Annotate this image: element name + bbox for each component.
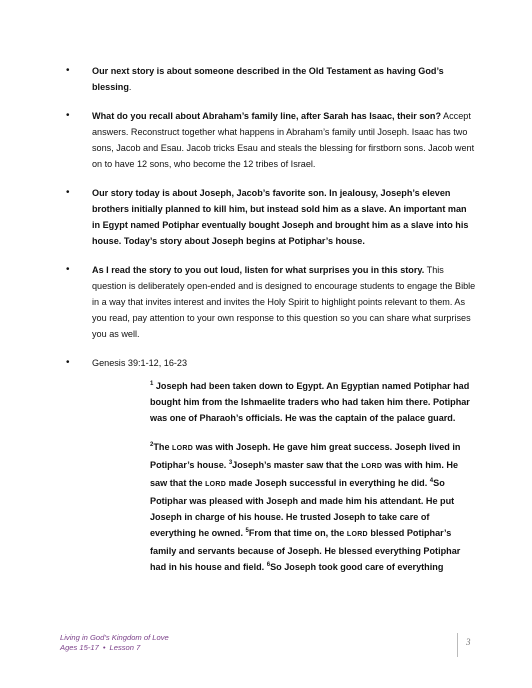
bullet-dot: • xyxy=(66,110,70,121)
bullet-item-5 xyxy=(66,355,476,371)
bullet-text: Accept answers. Reconstruct together what happens in Abraham’s family until Joseph. Isaac has two sons, Jacob and Esau. Jacob tricks Esau and steals the blessing for firstborn sons. Jacob went on to have 12 sons, who become the 12 tribes of Israel. xyxy=(92,111,475,169)
verse-text: was with Joseph. He gave him great success. Joseph lived in Potiphar’s house. xyxy=(150,442,461,470)
lord-small-caps: LORD xyxy=(361,463,383,470)
bullet-bold-text: Our next story is about someone described in the Old Testament as having God’s blessing xyxy=(92,66,444,92)
verse-text: Joseph’s master saw that the xyxy=(232,460,362,470)
bullet-bold-text: Our story today is about Joseph, Jacob’s favorite son. In jealousy, Joseph’s eleven brothers initially planned to kill him, but instead sold him as a slave. An important man in Egypt named Potiphar eventually bought Joseph and brought him as a slave into his house. Today’s story about Joseph begins at Potiphar’s house. xyxy=(92,188,469,246)
verse-text: From that time on, the xyxy=(248,528,347,538)
footer-bullet: • xyxy=(102,643,106,652)
scripture-paragraph-1 xyxy=(150,378,472,426)
verse-number: 1 xyxy=(150,381,154,387)
verse-number: 5 xyxy=(245,528,249,534)
bullet-item-3 xyxy=(66,185,476,249)
footer-lesson: Lesson 7 xyxy=(109,643,141,652)
page-footer xyxy=(60,633,480,663)
bullet-dot: • xyxy=(66,65,70,76)
footer-title: Living in God’s Kingdom of Love xyxy=(60,633,169,642)
bullet-bold-text: What do you recall about Abraham’s family line, after Sarah has Isaac, their son? xyxy=(92,111,442,121)
scripture-reference: Genesis 39:1-12, 16-23 xyxy=(92,358,188,368)
verse-text: was with him. He saw that the xyxy=(150,460,459,488)
scripture-paragraph-2 xyxy=(150,439,472,575)
verse-text: The xyxy=(153,442,173,452)
scripture-passage xyxy=(150,378,472,588)
bullet-text: This question is deliberately open-ended and is designed to encourage students to engage the Bible in a way that invites interest and invites the Holy Spirit to highlight points relevant to them. As you read, pay attention to your own response to this question so you can share what surprises you as well. xyxy=(92,265,476,339)
bullet-dot: • xyxy=(66,187,70,198)
verse-text: So Potiphar was pleased with Joseph and made him his attendant. He put Joseph in charge of his house. He trusted Joseph to take care of everything he owned. xyxy=(150,478,455,538)
verse-number: 6 xyxy=(266,562,271,568)
bullet-dot: • xyxy=(66,264,70,275)
bullet-item-4 xyxy=(66,262,476,342)
footer-divider xyxy=(457,633,458,657)
bullet-item-1 xyxy=(66,63,476,95)
verse-number: 4 xyxy=(429,478,434,484)
verse-text: So Joseph took good care of everything xyxy=(270,562,444,572)
lord-small-caps: LORD xyxy=(346,531,368,538)
verse-number: 2 xyxy=(150,442,154,448)
bullet-dot: • xyxy=(66,357,70,368)
verse-number: 3 xyxy=(228,460,233,466)
verse-text: blessed Potiphar’s family and servants because of Joseph. He blessed everything Potiphar had in his house and field. xyxy=(150,528,461,572)
bullet-text: . xyxy=(128,82,132,92)
bullet-list xyxy=(66,63,476,384)
bullet-item-2 xyxy=(66,108,476,172)
footer-ages: Ages 15-17 xyxy=(60,643,99,652)
verse-text: Joseph had been taken down to Egypt. An Egyptian named Potiphar had bought him from the Ishmaelite traders who had taken him there. Potiphar was one of Pharaoh’s officials. He was the captain of the palace guard. xyxy=(150,381,470,423)
bullet-bold-text: As I read the story to you out loud, listen for what surprises you in this story. xyxy=(92,265,425,275)
verse-text: made Joseph successful in everything he did. xyxy=(226,478,430,488)
lord-small-caps: LORD xyxy=(205,481,227,488)
lord-small-caps: LORD xyxy=(172,445,194,452)
footer-subtitle xyxy=(60,643,480,653)
page-number: 3 xyxy=(466,637,471,647)
